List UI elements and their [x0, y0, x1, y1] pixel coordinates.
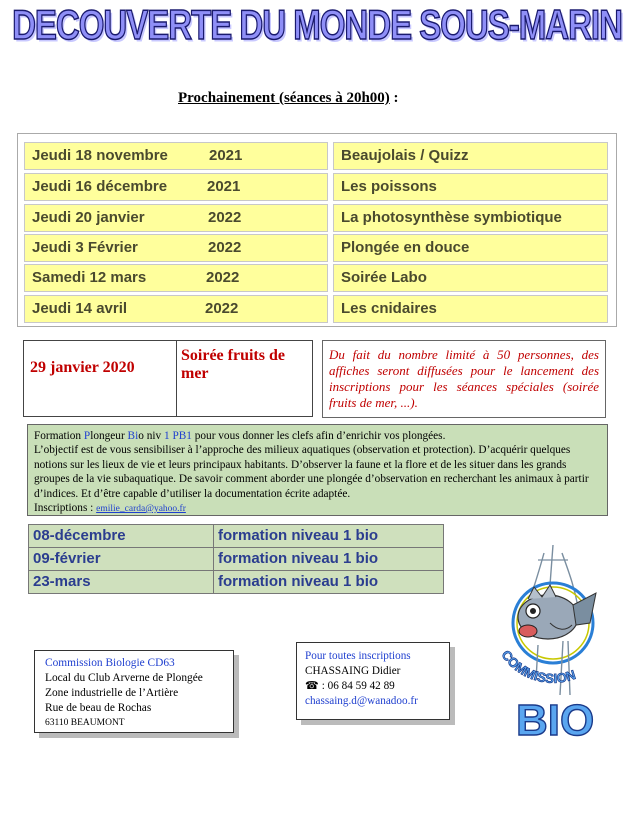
training-row [28, 547, 444, 571]
schedule-year: 2021 [209, 147, 243, 164]
formation-box [27, 424, 608, 516]
logo-ring-text: COMMISSION [498, 647, 578, 686]
schedule-year: 2022 [206, 269, 240, 286]
schedule-row [18, 204, 616, 232]
schedule-heading-colon: : [389, 90, 399, 106]
page-title: DECOUVERTE DU MONDE SOUS-MARIN [12, 1, 622, 48]
schedule-topic: Plongée en douce [333, 234, 608, 262]
training-row [28, 524, 444, 548]
special-event-divider [176, 341, 177, 417]
schedule-year: 2022 [208, 209, 242, 226]
schedule-date: Jeudi 18 novembre 2021 [24, 142, 328, 170]
schedule-row [18, 295, 616, 323]
training-date: 08-décembre [28, 524, 214, 548]
schedule-topic: Les cnidaires [333, 295, 608, 323]
formation-description: L’objectif est de vous sensibiliser à l’approche des milieux aquatiques (observation et protection). D’acquérir quelques notions sur les lieux de vie et leurs principaux habitants. D’observer la faune et la flore et de les situer dans les grands groupes de la vie subaquatique. De savoir comment aborder une plongée d’observation en recherchant les animaux à partir d’indices. Et d’être capable d’utiliser la documentation écrite adaptée. [34, 444, 589, 500]
schedule-date: Jeudi 20 janvier 2022 [24, 204, 328, 232]
address-organisation: Commission Biologie CD63 [45, 657, 175, 669]
schedule-year: 2021 [207, 178, 241, 195]
capacity-note-box [322, 340, 606, 418]
contact-phone: ☎ : 06 84 59 42 89 [305, 680, 395, 692]
address-line: Rue de beau de Rochas [45, 702, 152, 714]
schedule-topic: Soirée Labo [333, 264, 608, 292]
training-row [28, 570, 444, 594]
schedule-date: Samedi 12 mars 2022 [24, 264, 328, 292]
schedule-topic: La photosynthèse symbiotique [333, 204, 608, 232]
schedule-topic: Les poissons [333, 173, 608, 201]
schedule-date: Jeudi 16 décembre 2021 [24, 173, 328, 201]
schedule-heading-text: Prochainement (séances à 20h00) [178, 90, 390, 106]
training-date: 09-février [28, 547, 214, 571]
contact-heading: Pour toutes inscriptions [305, 650, 411, 662]
address-box [34, 650, 234, 733]
formation-intro: Formation Plongeur Bio niv 1 PB1 pour vous donner les clefs afin d’enrichir vos plongées. [34, 430, 446, 442]
schedule-row [18, 173, 616, 201]
contact-box [296, 642, 450, 720]
training-label: formation niveau 1 bio [213, 524, 444, 548]
special-event-title: Soirée fruits de mer [181, 347, 285, 382]
schedule-row [18, 142, 616, 170]
capacity-note: Du fait du nombre limité à 50 personnes, des affiches seront diffusées pour le lancement des inscriptions pour les séances spéciales (soirée fruits de mer, ...). [329, 347, 599, 410]
schedule-year: 2022 [205, 300, 239, 317]
special-event-box [23, 340, 313, 417]
schedule-row [18, 234, 616, 262]
commission-bio-logo [478, 545, 628, 750]
training-date: 23-mars [28, 570, 214, 594]
logo-bio-text: BIO [516, 696, 595, 745]
training-label: formation niveau 1 bio [213, 570, 444, 594]
formation-email-link[interactable]: emilie_carda@yahoo.fr [96, 504, 186, 515]
schedule-year: 2022 [208, 239, 242, 256]
address-line: Zone industrielle de l’Artière [45, 687, 179, 699]
address-line: Local du Club Arverne de Plongée [45, 672, 203, 684]
address-postcode: 63110 BEAUMONT [45, 718, 125, 728]
schedule-heading [178, 90, 399, 107]
special-event-date: 29 janvier 2020 [30, 359, 135, 376]
formation-inscription: Inscriptions : emilie_carda@yahoo.fr [34, 502, 186, 515]
schedule-date: Jeudi 14 avril 2022 [24, 295, 328, 323]
schedule-table [17, 133, 617, 327]
phone-icon: ☎ [305, 680, 319, 692]
schedule-row [18, 264, 616, 292]
contact-email-link[interactable]: chassaing.d@wanadoo.fr [305, 695, 418, 707]
training-label: formation niveau 1 bio [213, 547, 444, 571]
formation-level: 1 PB1 [163, 430, 192, 442]
contact-name: CHASSAING Didier [305, 665, 401, 677]
schedule-topic: Beaujolais / Quizz [333, 142, 608, 170]
schedule-date: Jeudi 3 Février 2022 [24, 234, 328, 262]
